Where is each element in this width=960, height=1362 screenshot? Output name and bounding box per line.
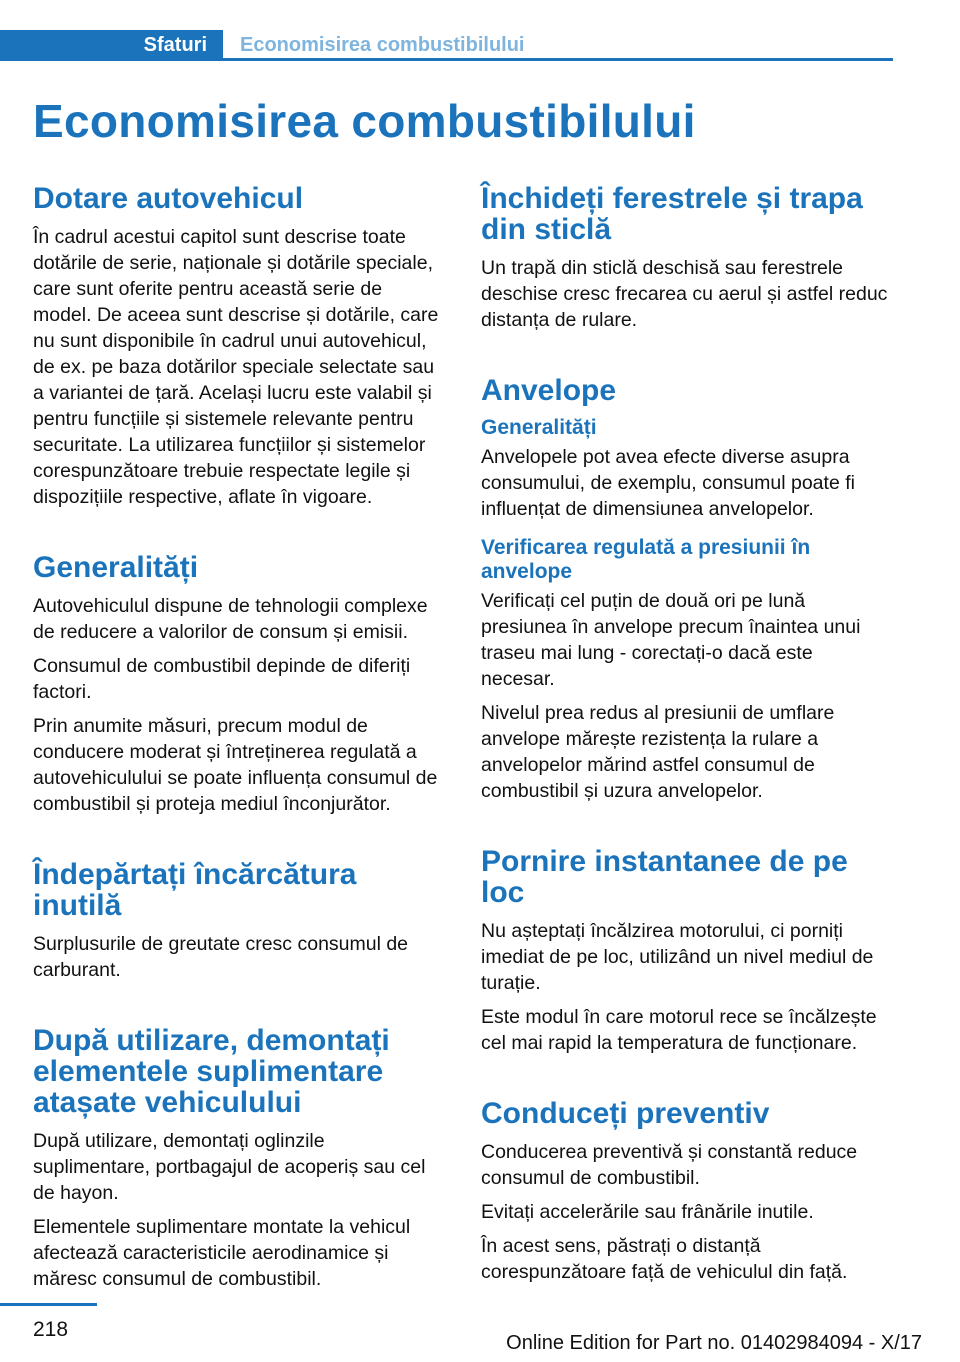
section-heading-generalitati: Generalități	[33, 551, 199, 584]
section-heading-dotare-autovehicul: Dotare autovehicul	[33, 182, 304, 215]
body-paragraph: După utilizare, demontați oglinzile suplimentare, portbagajul de acoperiș sau cel de hayon.	[33, 1130, 426, 1204]
page-header	[0, 30, 893, 61]
body-paragraph: Anvelopele pot avea efecte diverse asupra consumului, de exemplu, consumul poate fi influențat de dimensiunea anvelopelor.	[481, 446, 855, 520]
subsection-heading: Verificarea regulată a presiunii în anvelope	[481, 536, 811, 583]
footer-divider	[0, 1303, 97, 1306]
body-paragraph: Surplusurile de greutate cresc consumul de carburant.	[33, 933, 409, 981]
section-heading-inchideti-ferestrele-si-trapa-: Închideți ferestrele și trapa din sticlă	[481, 182, 863, 246]
header-breadcrumb[interactable]: Economisirea combustibilului	[240, 34, 525, 56]
section-heading-dupa-utilizare-demontati-eleme: După utilizare, demontați elementele suplimentare atașate vehiculului	[33, 1024, 390, 1119]
right-column	[481, 183, 891, 1293]
header-section-tab[interactable]: Sfaturi	[0, 30, 223, 61]
section-heading-anvelope: Anvelope	[481, 374, 617, 407]
body-paragraph: Evitați accelerările sau frânările inutile.	[481, 1201, 814, 1223]
header-divider	[223, 58, 893, 61]
body-paragraph: Nivelul prea redus al presiunii de umflare anvelope mărește rezistența la rulare a anvelopelor mărind astfel consumul de combustibil și uzura anvelopelor.	[481, 702, 835, 802]
subsection-heading: Generalități	[481, 416, 597, 439]
section-heading-conduceti-preventiv: Conduceți preventiv	[481, 1097, 770, 1130]
body-paragraph: În acest sens, păstrați o distanță corespunzătoare față de vehiculul din față.	[481, 1235, 848, 1283]
body-paragraph: Verificați cel puțin de două ori pe lună presiunea în anvelope precum înaintea unui traseu mai lung - corectați-o dacă este necesar.	[481, 590, 861, 690]
body-paragraph: Prin anumite măsuri, precum modul de conducere moderat și întreținerea regulată a autovehiculului se poate influența consumul de combustibil și proteja mediul înconjurător.	[33, 715, 438, 815]
body-paragraph: Nu așteptați încălzirea motorului, ci porniți imediat de pe loc, utilizând un nivel mediul de turație.	[481, 920, 874, 994]
page-title: Economisirea combustibilului	[33, 95, 696, 147]
edition-note: Online Edition for Part no. 01402984094 - X/17	[506, 1332, 922, 1354]
section-heading-indepartati-incarcatura-inutil: Îndepărtați încărcătura inutilă	[33, 858, 357, 922]
body-paragraph: Un trapă din sticlă deschisă sau ferestrele deschise cresc frecarea cu aerul și astfel reduc distanța de rulare.	[481, 257, 888, 331]
body-paragraph: Este modul în care motorul rece se încălzește cel mai rapid la temperatura de funcționare.	[481, 1006, 877, 1054]
left-column	[33, 183, 443, 1300]
body-paragraph: Elementele suplimentare montate la vehicul afectează caracteristicile aerodinamice și măresc consumul de combustibil.	[33, 1216, 411, 1290]
body-paragraph: Autovehiculul dispune de tehnologii complexe de reducere a valorilor de consum și emisii.	[33, 595, 428, 643]
body-paragraph: Conducerea preventivă și constantă reduce consumul de combustibil.	[481, 1141, 858, 1189]
section-heading-pornire-instantanee-de-pe-loc: Pornire instantanee de pe loc	[481, 845, 848, 909]
body-paragraph: Consumul de combustibil depinde de diferiți factori.	[33, 655, 411, 703]
body-paragraph: În cadrul acestui capitol sunt descrise toate dotările de serie, naționale și dotările speciale, care sunt oferite pentru această serie de model. De aceea sunt descrise și dotările, care nu sunt disponibile în cadrul unui autovehicul, de ex. pe baza dotărilor speciale selectate sau a variantei de țară. Același lucru este valabil și pentru funcțiile și sistemele relevante pentru securitate. La utilizarea funcțiilor și sistemelor corespunzătoare trebuie respectate legile și dispozițiile respective, aflate în vigoare.	[33, 226, 439, 508]
page-number: 218	[33, 1318, 69, 1341]
